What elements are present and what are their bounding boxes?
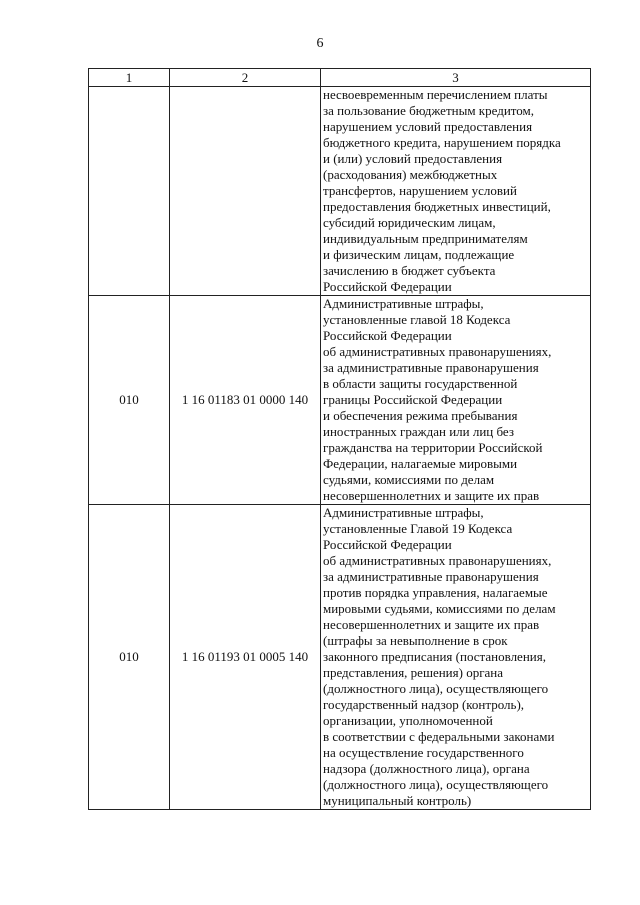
- description-line: границы Российской Федерации: [323, 392, 503, 407]
- description-line: субсидий юридическим лицам,: [323, 215, 496, 230]
- description-cell: [321, 296, 591, 505]
- description-line: установленные главой 18 Кодекса: [323, 312, 511, 327]
- description-line: нарушением условий предоставления: [323, 119, 533, 134]
- admin-code-cell: 010: [89, 505, 170, 810]
- description-line: за административные правонарушения: [323, 569, 539, 584]
- description-line: представления, решения) органа: [323, 665, 504, 680]
- description-line: трансфертов, нарушением условий: [323, 183, 517, 198]
- description-line: установленные Главой 19 Кодекса: [323, 521, 513, 536]
- description-line: на осуществление государственного: [323, 745, 524, 760]
- page-number: 6: [316, 36, 324, 51]
- description-line: иностранных граждан или лиц без: [323, 424, 515, 439]
- description-line: муниципальный контроль): [323, 793, 472, 808]
- kbk-code-cell: 1 16 01193 01 0005 140: [170, 505, 321, 810]
- table-row: [89, 87, 591, 296]
- description-line: и обеспечения режима пребывания: [323, 408, 518, 423]
- table-row: [89, 296, 591, 505]
- kbk-code-cell: [170, 87, 321, 296]
- description-line: зачислению в бюджет субъекта: [323, 263, 496, 278]
- description-line: бюджетного кредита, нарушением порядка: [323, 135, 561, 150]
- description-line: мировыми судьями, комиссиями по делам: [323, 601, 556, 616]
- description-line: против порядка управления, налагаемые: [323, 585, 548, 600]
- description-cell: [321, 87, 591, 296]
- description-line: Федерации, налагаемые мировыми: [323, 456, 518, 471]
- description-line: в области защиты государственной: [323, 376, 518, 391]
- description-line: об административных правонарушениях,: [323, 553, 552, 568]
- description-line: (должностного лица), осуществляющего: [323, 681, 549, 696]
- description-line: в соответствии с федеральными законами: [323, 729, 555, 744]
- budget-codes-table: [88, 68, 591, 810]
- description-line: Российской Федерации: [323, 328, 452, 343]
- description-line: и (или) условий предоставления: [323, 151, 503, 166]
- header-col-3: 3: [321, 69, 591, 87]
- kbk-code-cell: 1 16 01183 01 0000 140: [170, 296, 321, 505]
- table-header-row: [89, 69, 591, 87]
- description-line: за пользование бюджетным кредитом,: [323, 103, 535, 118]
- description-line: (должностного лица), осуществляющего: [323, 777, 549, 792]
- description-line: за административные правонарушения: [323, 360, 539, 375]
- admin-code-cell: [89, 87, 170, 296]
- header-col-1: 1: [89, 69, 170, 87]
- description-line: об административных правонарушениях,: [323, 344, 552, 359]
- table-row: [89, 505, 591, 810]
- description-line: Российской Федерации: [323, 537, 452, 552]
- description-line: и физическим лицам, подлежащие: [323, 247, 515, 262]
- description-line: Российской Федерации: [323, 279, 452, 294]
- description-line: судьями, комиссиями по делам: [323, 472, 495, 487]
- description-line: Административные штрафы,: [323, 296, 484, 311]
- description-line: индивидуальным предпринимателям: [323, 231, 528, 246]
- description-line: несовершеннолетних и защите их прав: [323, 488, 540, 503]
- description-line: законного предписания (постановления,: [323, 649, 546, 664]
- description-line: гражданства на территории Российской: [323, 440, 543, 455]
- description-line: государственный надзор (контроль),: [323, 697, 525, 712]
- description-line: несовершеннолетних и защите их прав: [323, 617, 540, 632]
- description-line: организации, уполномоченной: [323, 713, 493, 728]
- description-line: (штрафы за невыполнение в срок: [323, 633, 508, 648]
- description-cell: [321, 505, 591, 810]
- description-line: Административные штрафы,: [323, 505, 484, 520]
- description-line: (расходования) межбюджетных: [323, 167, 498, 182]
- description-line: надзора (должностного лица), органа: [323, 761, 530, 776]
- description-line: предоставления бюджетных инвестиций,: [323, 199, 551, 214]
- header-col-2: 2: [170, 69, 321, 87]
- description-line: несвоевременным перечислением платы: [323, 87, 548, 102]
- admin-code-cell: 010: [89, 296, 170, 505]
